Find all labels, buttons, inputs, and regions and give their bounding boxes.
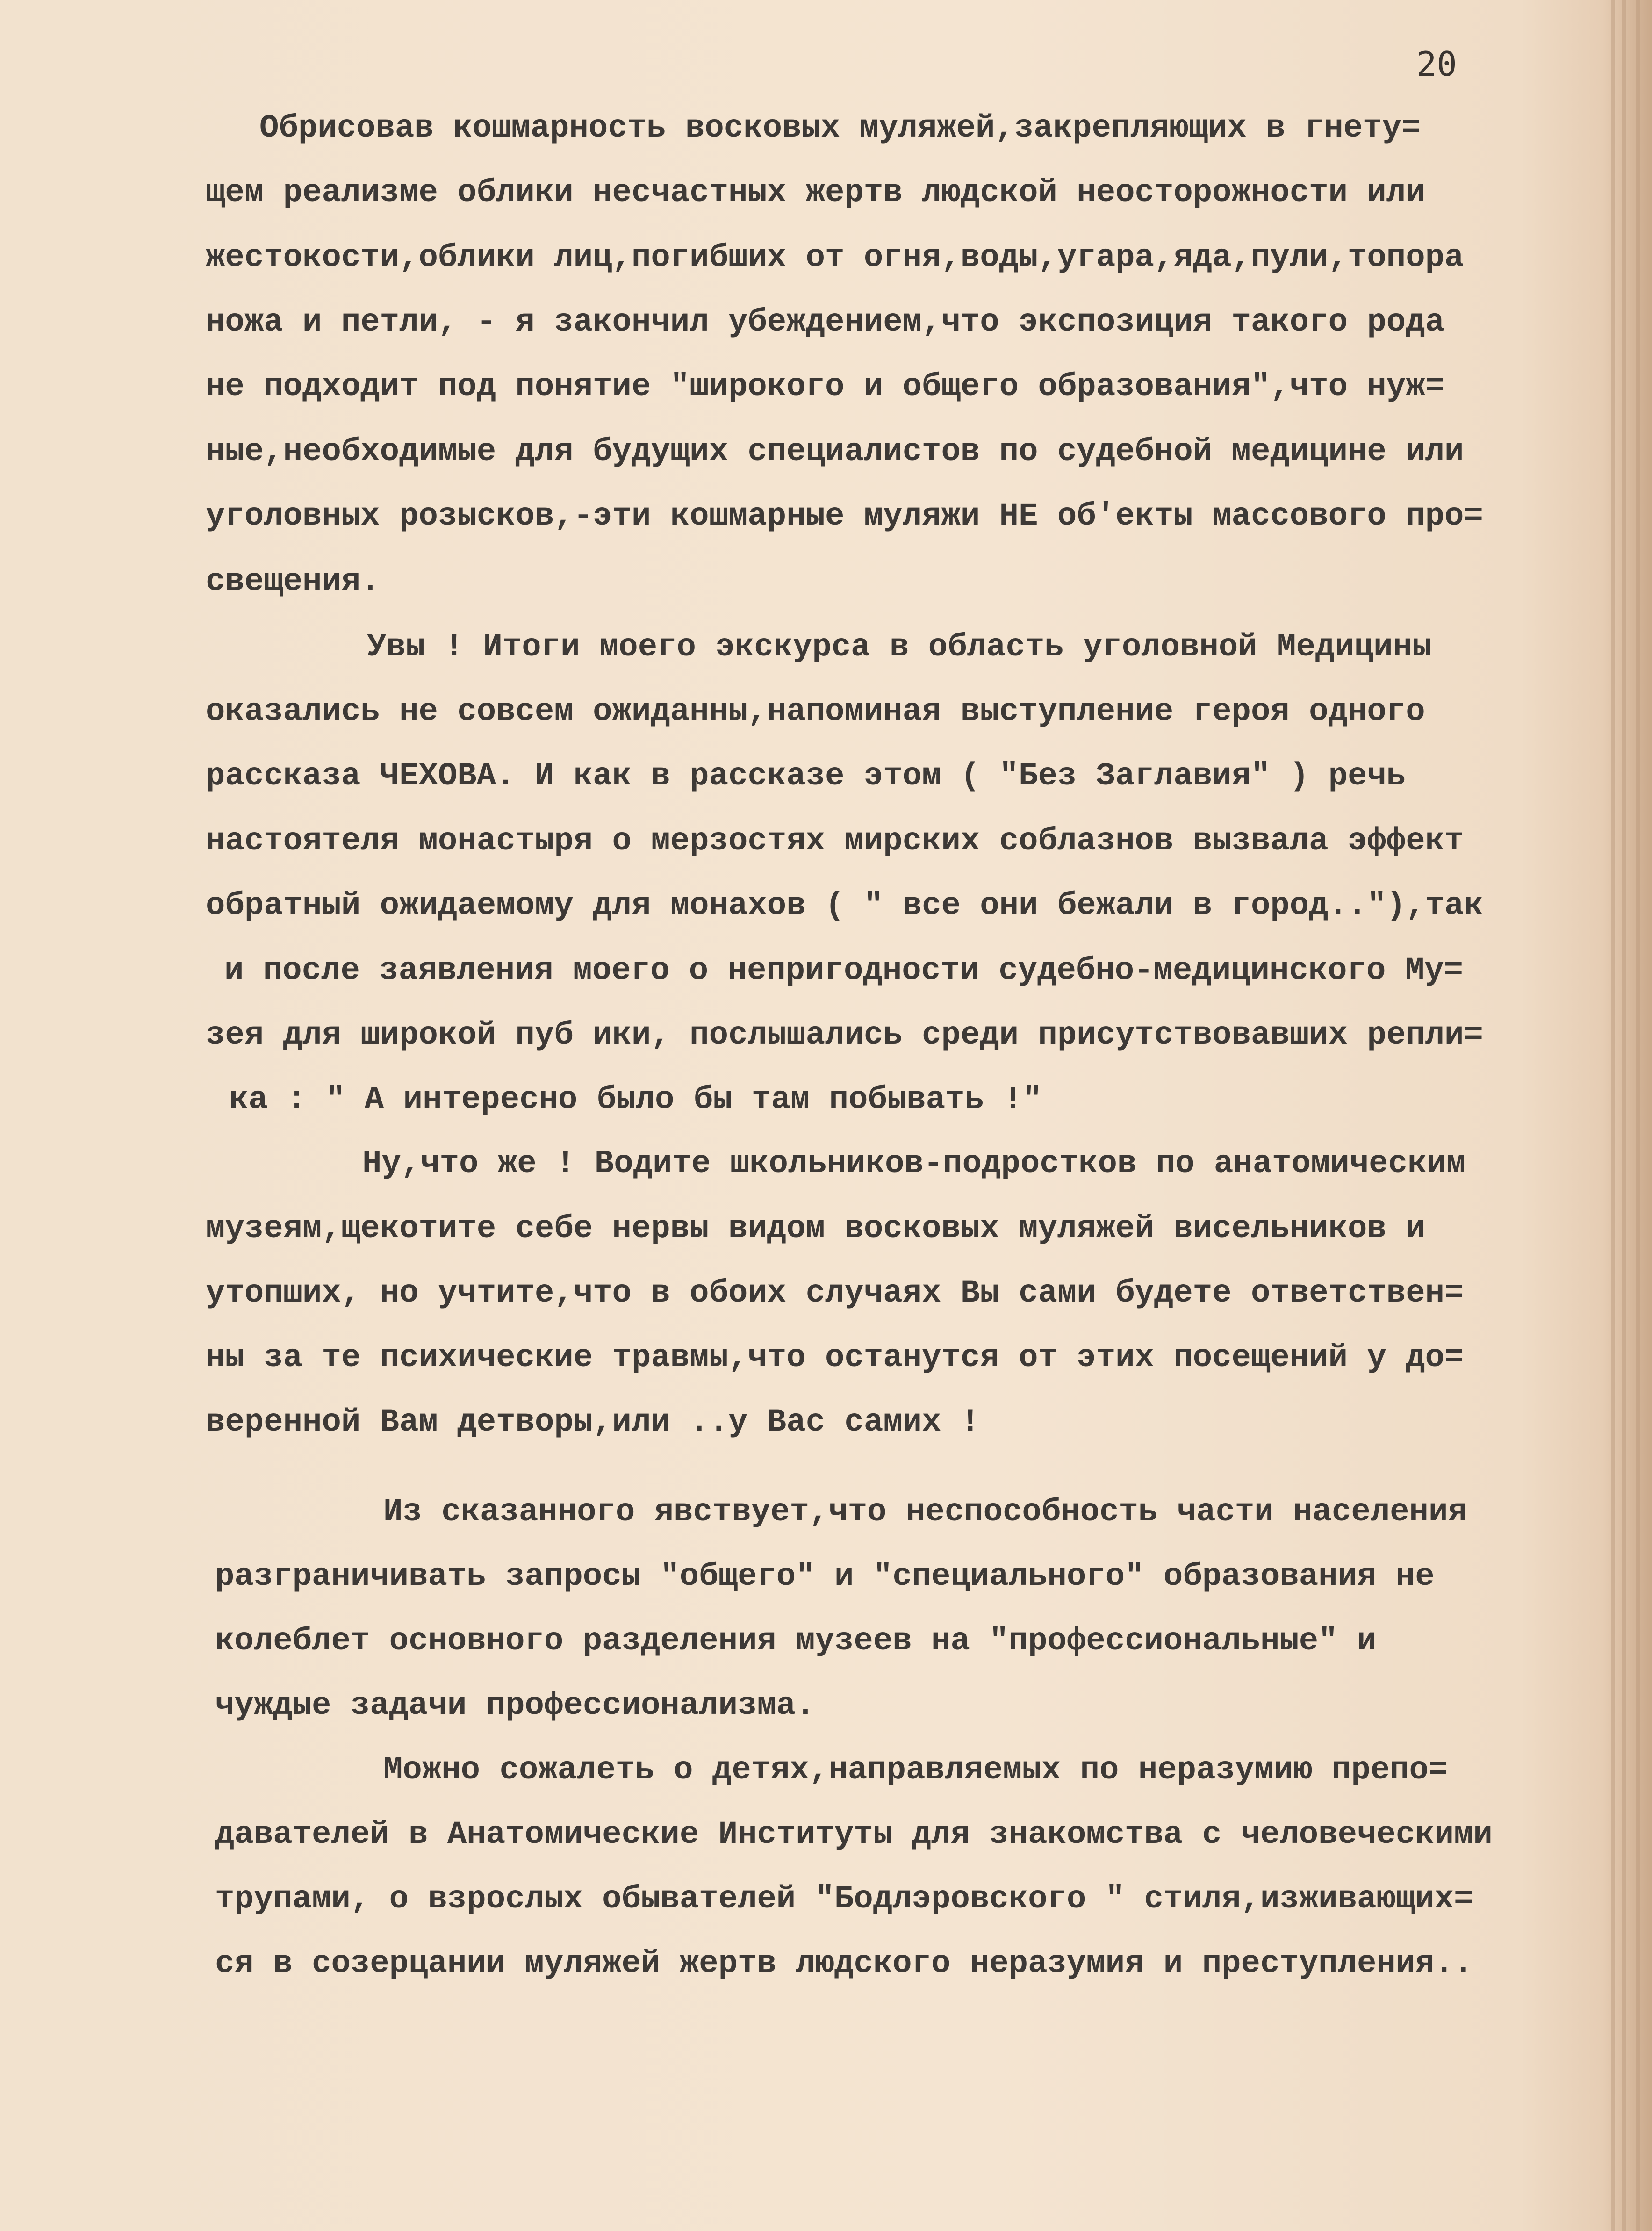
text-line: настоятеля монастыря о мерзостях мирских соблазнов вызвала эффект: [206, 823, 1464, 859]
text-line: ка : " А интересно было бы там побывать !": [229, 1081, 1042, 1118]
text-line: жестокости,облики лиц,погибших от огня,воды,угара,яда,пули,топора: [206, 239, 1464, 276]
text-line: уголовных розысков,-эти кошмарные муляжи НЕ об'екты массового про=: [206, 498, 1483, 534]
text-line: свещения.: [206, 563, 380, 600]
text-line: утопших, но учтите,что в обоих случаях Вы сами будете ответствен=: [206, 1275, 1464, 1311]
text-line: обратный ожидаемому для монахов ( " все они бежали в город.."),так: [206, 887, 1483, 924]
text-line: щем реализме облики несчастных жертв людской неосторожности или: [206, 174, 1425, 211]
text-line: не подходит под понятие "широкого и общего образования",что нуж=: [206, 368, 1445, 405]
text-line: ны за те психические травмы,что останутся от этих посещений у до=: [206, 1339, 1464, 1376]
text-line: музеям,щекотите себе нервы видом восковых муляжей висельников и: [206, 1210, 1425, 1247]
text-line: трупами, о взрослых обывателей "Бодлэровского " стиля,изживающих=: [215, 1881, 1473, 1917]
page-right-edge: [1611, 0, 1615, 2231]
text-line: чуждые задачи профессионализма.: [215, 1687, 815, 1724]
text-line: и после заявления моего о непригодности судебно-медицинского Му=: [224, 952, 1464, 989]
text-line: колеблет основного разделения музеев на "профессиональные" и: [215, 1623, 1377, 1659]
text-line: ные,необходимые для будущих специалистов по судебной медицине или: [206, 433, 1464, 470]
text-line: Обрисовав кошмарность восковых муляжей,закрепляющих в гнету=: [259, 110, 1421, 146]
text-line: давателей в Анатомические Институты для знакомства с человеческими: [215, 1816, 1493, 1853]
text-line: рассказа ЧЕХОВА. И как в рассказе этом ( "Без Заглавия" ) речь: [206, 758, 1406, 794]
text-line: ножа и петли, - я закончил убеждением,что экспозиция такого рода: [206, 304, 1445, 340]
text-line: Увы ! Итоги моего экскурса в область уголовной Медицины: [367, 629, 1432, 665]
text-line: оказались не совсем ожиданны,напоминая выступление героя одного: [206, 693, 1425, 730]
page-right-edge-3: [1636, 0, 1640, 2231]
text-line: веренной Вам детворы,или ..у Вас самих !: [206, 1404, 980, 1440]
text-line: Из сказанного явствует,что неспособность части населения: [383, 1494, 1467, 1530]
text-line: разграничивать запросы "общего" и "специального" образования не: [215, 1558, 1435, 1595]
text-line: ся в созерцании муляжей жертв людского неразумия и преступления..: [215, 1945, 1473, 1982]
text-line: Ну,что же ! Водите школьников-подростков по анатомическим: [362, 1145, 1466, 1182]
page-number: 20: [1416, 44, 1457, 84]
text-line: Можно сожалеть о детях,направляемых по неразумию препо=: [383, 1752, 1448, 1788]
page-right-edge-2: [1622, 0, 1626, 2231]
text-line: зея для широкой пуб ики, послышались среди присутствовавших репли=: [206, 1017, 1483, 1053]
